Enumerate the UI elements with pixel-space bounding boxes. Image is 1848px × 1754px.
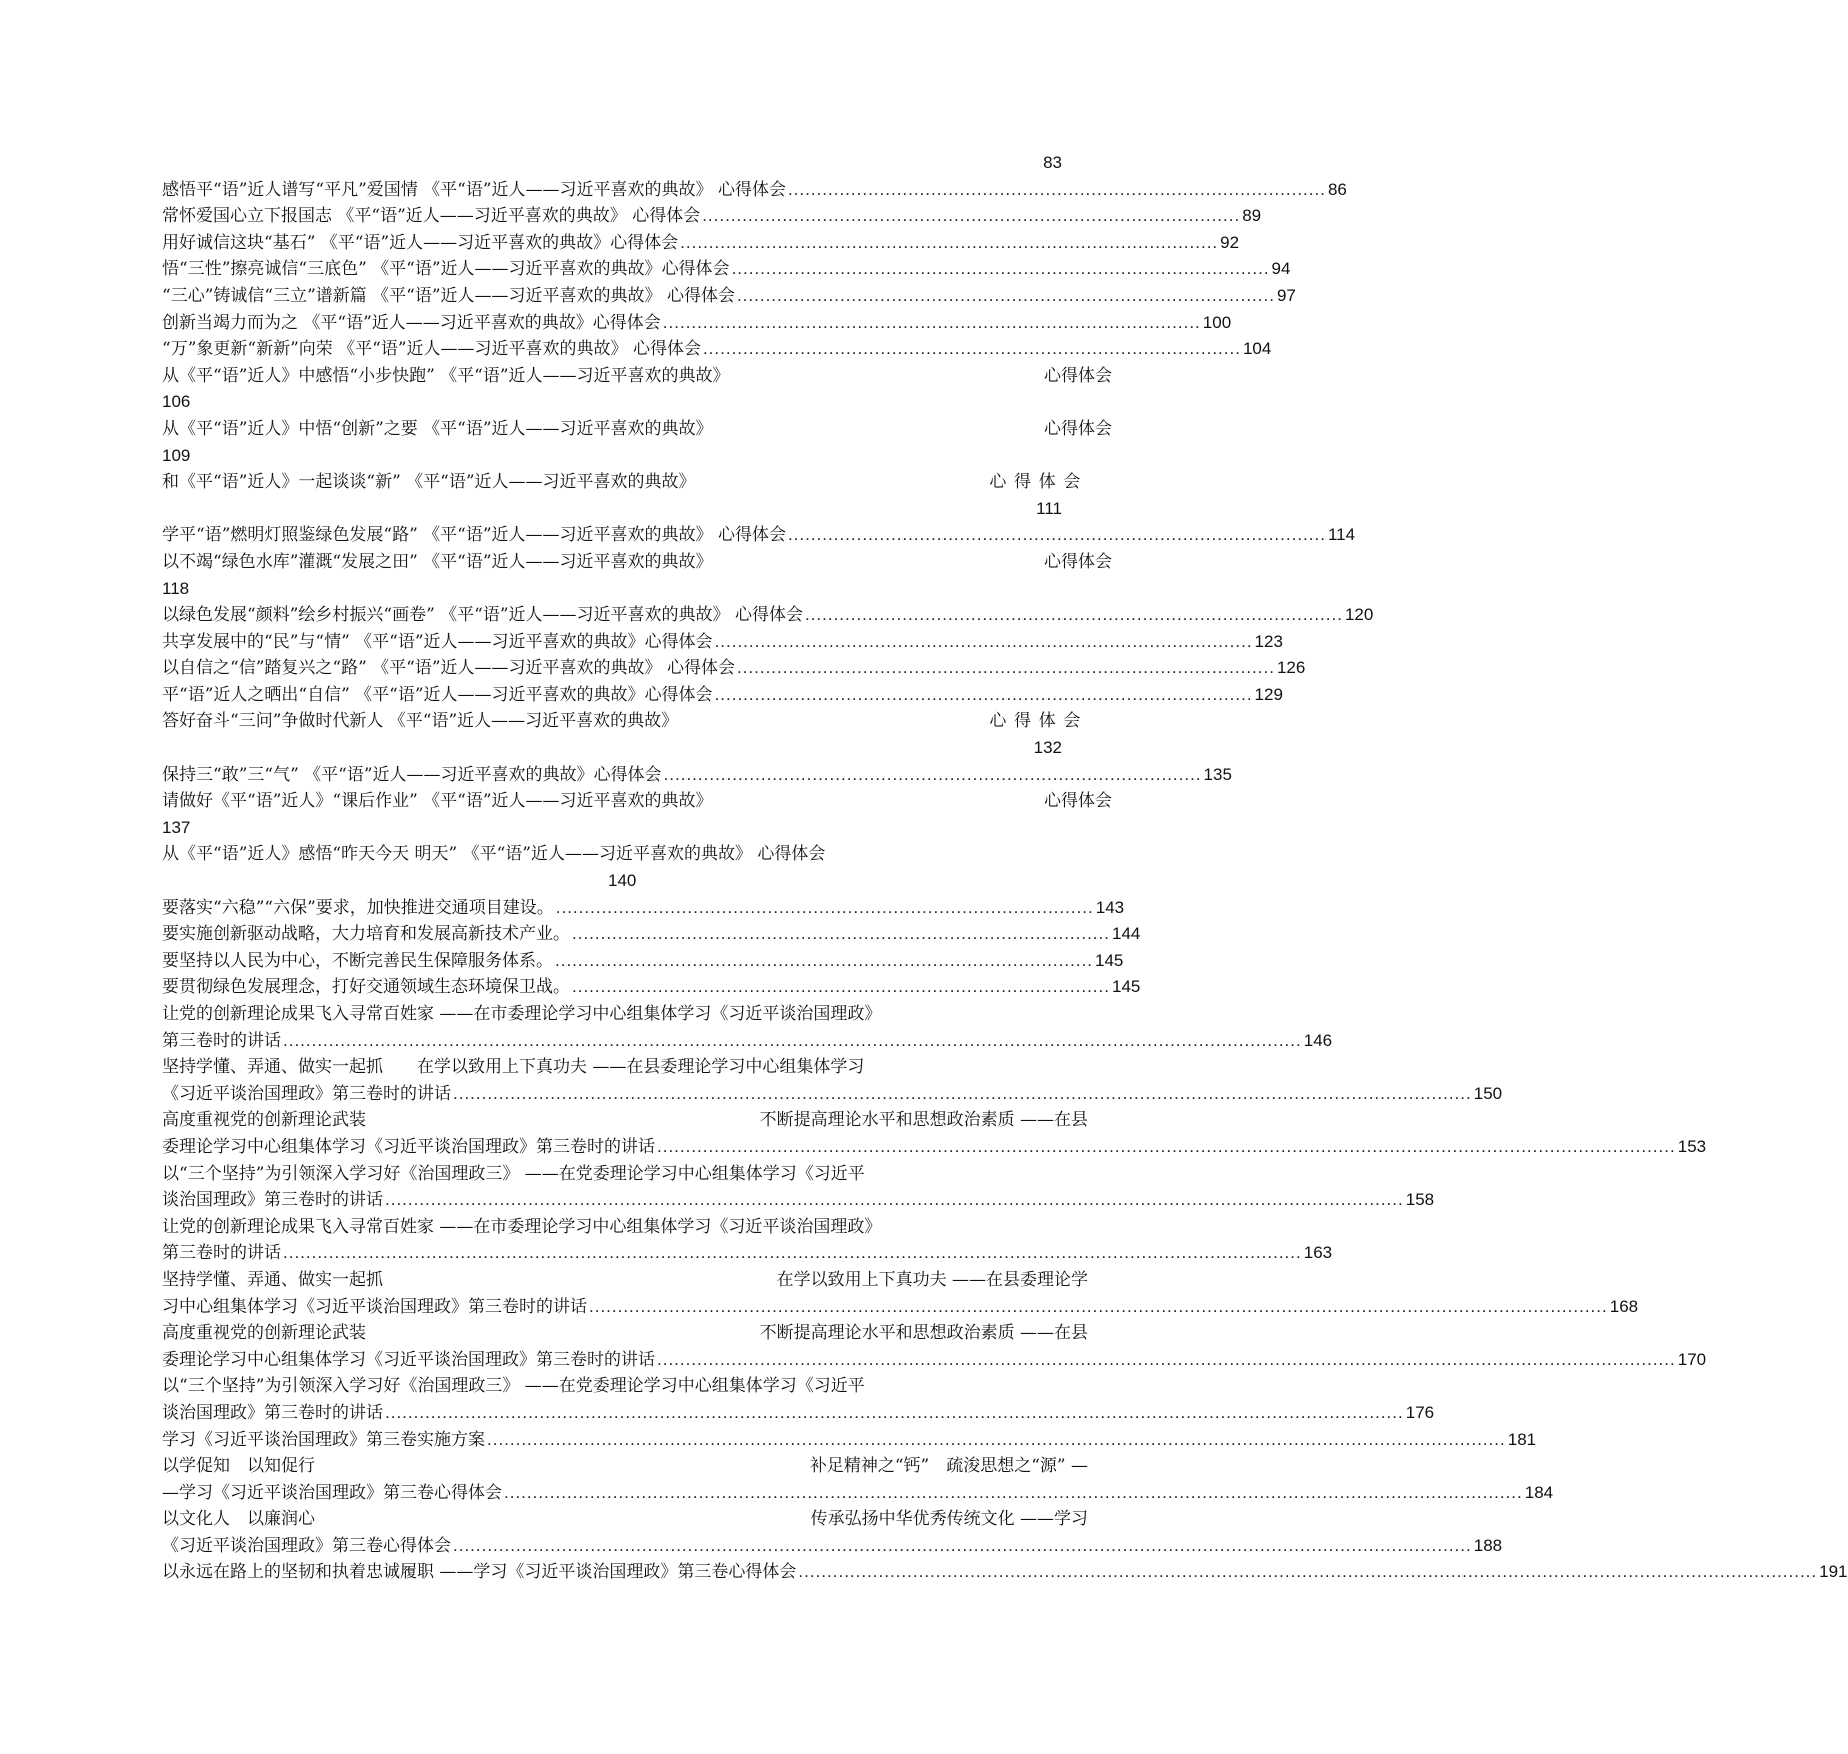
toc-entry[interactable]: 学平“语”燃明灯照鉴绿色发展“路” 《平“语”近人——习近平喜欢的典故》 心得体会 .............................................................................................. 114 — [162, 522, 1112, 549]
leader-dots: .................................................................................................................................................................................. — [657, 1349, 1676, 1369]
toc-entry[interactable]: 从《平“语”近人》感悟“昨天今天 明天” 《平“语”近人——习近平喜欢的典故》 心得体会 — [162, 844, 826, 865]
leader-dots: .............................................................................................. — [804, 605, 1343, 625]
toc-entry[interactable]: 用好诚信这块“基石” 《平“语”近人——习近平喜欢的典故》 心得体会 .............................................................................................. 92 — [162, 230, 1112, 257]
toc-entry-cont: 谈治国理政》第三卷时的讲话 .................................................................................................................................................................................. 158 — [162, 1187, 1112, 1214]
leader-dots: .................................................................................................................................................................................. — [487, 1429, 1506, 1449]
leader-dots: .............................................................................................. — [714, 684, 1253, 704]
leader-dots: .............................................................................................. — [572, 924, 1110, 944]
toc-entry[interactable]: 高度重视党的创新理论武装 不断提高理论水平和思想政治素质 ——在县 — [162, 1110, 1088, 1131]
toc-entry[interactable]: 感悟平“语”近人谱写“平凡”爱国情 《平“语”近人——习近平喜欢的典故》 心得体会 .............................................................................................. 86 — [162, 177, 1112, 204]
toc-entry[interactable]: 坚持学懂、弄通、做实一起抓 在学以致用上下真功夫 ——在县委理论学习中心组集体学习 — [162, 1057, 865, 1078]
toc-entry[interactable]: 保持三“敢”三“气” 《平“语”近人——习近平喜欢的典故》 心得体会 .............................................................................................. 135 — [162, 762, 1112, 789]
leader-dots: .................................................................................................................................................................................. — [798, 1562, 1818, 1582]
toc-entry[interactable]: 共享发展中的“民”与“情” 《平“语”近人——习近平喜欢的典故》 心得体会 .............................................................................................. 123 — [162, 629, 1112, 656]
toc-entry-cont: 习中心组集体学习《习近平谈治国理政》第三卷时的讲话 .................................................................................................................................................................................. 168 — [162, 1294, 1112, 1321]
toc-entry[interactable]: 请做好《平“语”近人》“课后作业” 《平“语”近人——习近平喜欢的典故》 心得体会 — [162, 791, 1112, 812]
toc-entry[interactable]: 高度重视党的创新理论武装 不断提高理论水平和思想政治素质 ——在县 — [162, 1323, 1088, 1344]
toc-entry[interactable]: 平“语”近人之晒出“自信” 《平“语”近人——习近平喜欢的典故》 心得体会 .............................................................................................. 129 — [162, 682, 1112, 709]
toc-entry-cont: 第三卷时的讲话 .................................................................................................................................................................................. 146 — [162, 1028, 1112, 1055]
toc-entry[interactable]: 以学促知 以知促行 补足精神之“钙” 疏浚思想之“源” — — [162, 1456, 1088, 1477]
toc-entry[interactable]: 让党的创新理论成果飞入寻常百姓家 ——在市委理论学习中心组集体学习《习近平谈治国理政》 — [162, 1004, 882, 1024]
toc-entry-cont: 《习近平谈治国理政》第三卷时的讲话 .................................................................................................................................................................................. 150 — [162, 1081, 1112, 1108]
leader-dots: .............................................................................................. — [702, 339, 1241, 359]
toc-continued-page-number: 83 — [1043, 153, 1062, 172]
leader-dots: .................................................................................................................................................................................. — [589, 1296, 1608, 1316]
toc-entry-cont: 《习近平谈治国理政》第三卷心得体会 .................................................................................................................................................................................. 188 — [162, 1533, 1112, 1560]
toc-entry[interactable]: 以永远在路上的坚韧和执着忠诚履职 ——学习《习近平谈治国理政》第三卷心得体会 .................................................................................................................................................................................. 191 — [162, 1559, 1112, 1586]
leader-dots: .............................................................................................. — [680, 232, 1219, 252]
toc-entry[interactable]: 要贯彻绿色发展理念，打好交通领域生态环境保卫战。 .............................................................................................. 145 — [162, 974, 1112, 1001]
toc-entry[interactable]: “万”象更新“新新”向荣 《平“语”近人——习近平喜欢的典故》 心得体会 .............................................................................................. 104 — [162, 336, 1112, 363]
toc-entry[interactable]: 坚持学懂、弄通、做实一起抓 在学以致用上下真功夫 ——在县委理论学 — [162, 1269, 1088, 1290]
leader-dots: .............................................................................................. — [555, 897, 1094, 917]
toc-entry-cont: 委理论学习中心组集体学习《习近平谈治国理政》第三卷时的讲话 .................................................................................................................................................................................. 153 — [162, 1134, 1112, 1161]
leader-dots: .............................................................................................. — [736, 658, 1275, 678]
toc-entry-cont: 委理论学习中心组集体学习《习近平谈治国理政》第三卷时的讲话 .................................................................................................................................................................................. 170 — [162, 1347, 1112, 1374]
toc-entry[interactable]: 悟“三性”擦亮诚信“三底色” 《平“语”近人——习近平喜欢的典故》 心得体会 .............................................................................................. 94 — [162, 256, 1112, 283]
toc-entry-page-line: 109 — [162, 445, 191, 465]
toc-entry[interactable]: 以不竭“绿色水库”灌溉“发展之田” 《平“语”近人——习近平喜欢的典故》 心得体会 — [162, 551, 1112, 572]
toc-entry[interactable]: 以自信之“信”踏复兴之“路” 《平“语”近人——习近平喜欢的典故》 心得体会 .............................................................................................. 126 — [162, 655, 1112, 682]
toc-entry-cont: —学习《习近平谈治国理政》第三卷心得体会 .................................................................................................................................................................................. 184 — [162, 1480, 1112, 1507]
toc-entry[interactable]: 学习《习近平谈治国理政》第三卷实施方案 .................................................................................................................................................................................. 181 — [162, 1427, 1112, 1454]
toc-entry[interactable]: 答好奋斗“三问”争做时代新人 《平“语”近人——习近平喜欢的典故》 心得体会 — [162, 711, 1088, 732]
leader-dots: .................................................................................................................................................................................. — [283, 1030, 1302, 1050]
toc-entry-page-line: 137 — [162, 817, 191, 837]
toc-entry-page-line: 140 — [608, 871, 637, 891]
toc-entry[interactable]: 从《平“语”近人》中悟“创新”之要 《平“语”近人——习近平喜欢的典故》 心得体会 — [162, 418, 1112, 439]
toc-entry[interactable]: 要坚持以人民为中心，不断完善民生保障服务体系。 .............................................................................................. 145 — [162, 948, 1112, 975]
toc-entry-page-line: 118 — [162, 578, 190, 598]
leader-dots: .............................................................................................. — [572, 977, 1110, 997]
table-of-contents — [162, 150, 1848, 1586]
leader-dots: .............................................................................................. — [702, 206, 1241, 226]
toc-entry[interactable]: 让党的创新理论成果飞入寻常百姓家 ——在市委理论学习中心组集体学习《习近平谈治国理政》 — [162, 1216, 882, 1237]
leader-dots: .............................................................................................. — [731, 259, 1270, 279]
leader-dots: .............................................................................................. — [787, 525, 1326, 545]
leader-dots: .................................................................................................................................................................................. — [453, 1083, 1472, 1103]
toc-entry[interactable]: 以绿色发展“颜料”绘乡村振兴“画卷” 《平“语”近人——习近平喜欢的典故》 心得体会 .............................................................................................. 120 — [162, 602, 1112, 629]
toc-entry[interactable]: “三心”铸诚信“三立”谱新篇 《平“语”近人——习近平喜欢的典故》 心得体会 .............................................................................................. 97 — [162, 283, 1112, 310]
toc-entry[interactable]: 创新当竭力而为之 《平“语”近人——习近平喜欢的典故》 心得体会 .............................................................................................. 100 — [162, 310, 1112, 337]
toc-entry-page-line: 111 — [1036, 498, 1062, 518]
toc-entry[interactable]: 和《平“语”近人》一起谈谈“新” 《平“语”近人——习近平喜欢的典故》 心得体会 — [162, 472, 1088, 493]
toc-entry[interactable]: 要落实“六稳”“六保”要求，加快推进交通项目建设。 .............................................................................................. 143 — [162, 895, 1112, 922]
leader-dots: .................................................................................................................................................................................. — [657, 1136, 1676, 1156]
leader-dots: .................................................................................................................................................................................. — [385, 1402, 1404, 1422]
toc-entry[interactable]: 以文化人 以廉润心 传承弘扬中华优秀传统文化 ——学习 — [162, 1509, 1088, 1530]
leader-dots: .............................................................................................. — [663, 764, 1202, 784]
leader-dots: .............................................................................................. — [555, 950, 1093, 970]
toc-entry-page-line: 106 — [162, 392, 191, 412]
leader-dots: .............................................................................................. — [736, 285, 1275, 305]
toc-entry-cont: 第三卷时的讲话 .................................................................................................................................................................................. 163 — [162, 1240, 1112, 1267]
leader-dots: .................................................................................................................................................................................. — [283, 1243, 1302, 1263]
toc-entry[interactable]: 要实施创新驱动战略，大力培育和发展高新技术产业。 .............................................................................................. 144 — [162, 921, 1112, 948]
toc-entry-page-line: 132 — [1033, 738, 1062, 758]
leader-dots: .............................................................................................. — [787, 179, 1326, 199]
leader-dots: .............................................................................................. — [662, 312, 1201, 332]
toc-entry[interactable]: 以“三个坚持”为引领深入学习好《治国理政三》 ——在党委理论学习中心组集体学习《习近平 — [162, 1376, 865, 1397]
toc-entry-cont: 谈治国理政》第三卷时的讲话 .................................................................................................................................................................................. 176 — [162, 1400, 1112, 1427]
toc-entry[interactable]: 从《平“语”近人》中感悟“小步快跑” 《平“语”近人——习近平喜欢的典故》 心得体会 — [162, 365, 1112, 386]
leader-dots: .............................................................................................. — [714, 631, 1253, 651]
leader-dots: .................................................................................................................................................................................. — [385, 1190, 1404, 1210]
toc-entry[interactable]: 常怀爱国心立下报国志 《平“语”近人——习近平喜欢的典故》 心得体会 .............................................................................................. 89 — [162, 203, 1112, 230]
leader-dots: .................................................................................................................................................................................. — [453, 1535, 1472, 1555]
toc-entry[interactable]: 以“三个坚持”为引领深入学习好《治国理政三》 ——在党委理论学习中心组集体学习《习近平 — [162, 1163, 865, 1184]
leader-dots: .................................................................................................................................................................................. — [504, 1482, 1523, 1502]
